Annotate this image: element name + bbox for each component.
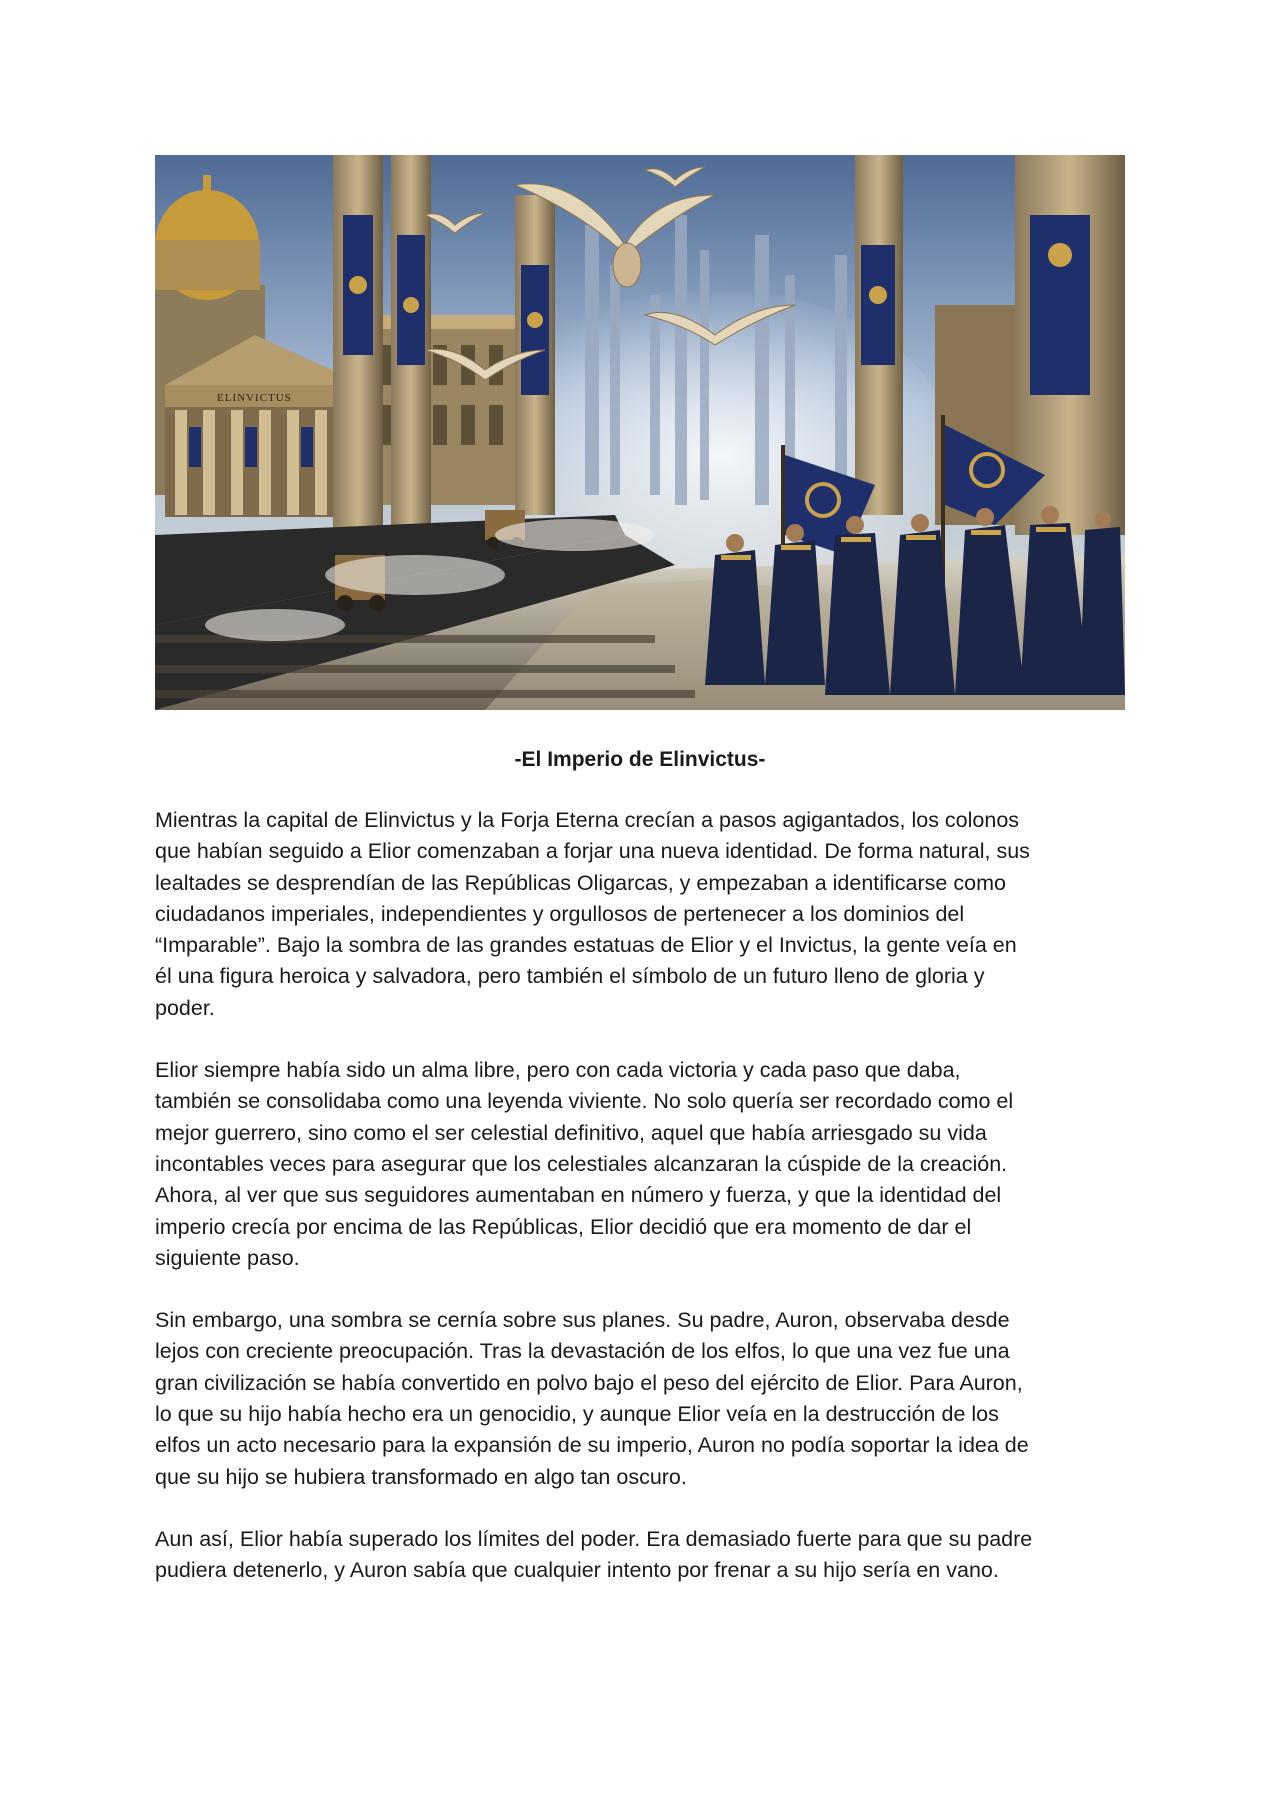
body-text — [155, 805, 1125, 1618]
paragraph: Aun así, Elior había superado los límites del poder. Era demasiado fuerte para que su padre pudiera detenerlo, y Auron sabía que cualquier intento por frenar a su hijo sería en vano. — [155, 1526, 1033, 1583]
empire-parade-illustration — [155, 155, 1125, 710]
illustration-svg — [155, 155, 1125, 710]
palace-building — [365, 315, 535, 505]
paragraph: Sin embargo, una sombra se cernía sobre sus planes. Su padre, Auron, observaba desde lejos con creciente preocupación. Tras la devastación de los elfos, lo que una vez fue una gran civilización se había convertido en polvo bajo el peso del ejército de Elior. Para Auron, lo que su hijo había hecho era un genocidio, y aunque Elior veía en la destrucción de los elfos un acto necesario para la expansión de su imperio, Auron no podía soportar la idea de que su hijo se hubiera transformado en algo tan oscuro. — [155, 1308, 1029, 1489]
chapter-title: -El Imperio de Elinvictus- — [514, 748, 766, 771]
paragraph: Elior siempre había sido un alma libre, pero con cada victoria y cada paso que daba, también se consolidaba como una leyenda viviente. No solo quería ser recordado como el mejor guerrero, sino como el ser celestial definitivo, aquel que había arriesgado su vida incontables veces para asegurar que los celestiales alcanzaran la cúspide de la creación. Ahora, al ver que sus seguidores aumentaban en número y fuerza, y que la identidad del imperio crecía por encima de las Repúblicas, Elior decidió que era momento de dar el siguiente paso. — [155, 1058, 1014, 1270]
pediment-inscription: ELINVICTUS — [217, 392, 292, 404]
paragraph: Mientras la capital de Elinvictus y la Forja Eterna crecían a pasos agigantados, los colonos que habían seguido a Elior comenzaban a forjar una nueva identidad. De forma natural, sus lealtades se desprendían de las Repúblicas Oligarcas, y empezaban a identificarse como ciudadanos imperiales, independientes y orgullosos de pertenecer a los dominios del “Imparable”. Bajo la sombra de las grandes estatuas de Elior y el Invictus, la gente veía en él una figura heroica y salvadora, pero también el símbolo de un futuro lleno de gloria y poder. — [155, 808, 1030, 1020]
left-banner-tower — [333, 155, 431, 535]
